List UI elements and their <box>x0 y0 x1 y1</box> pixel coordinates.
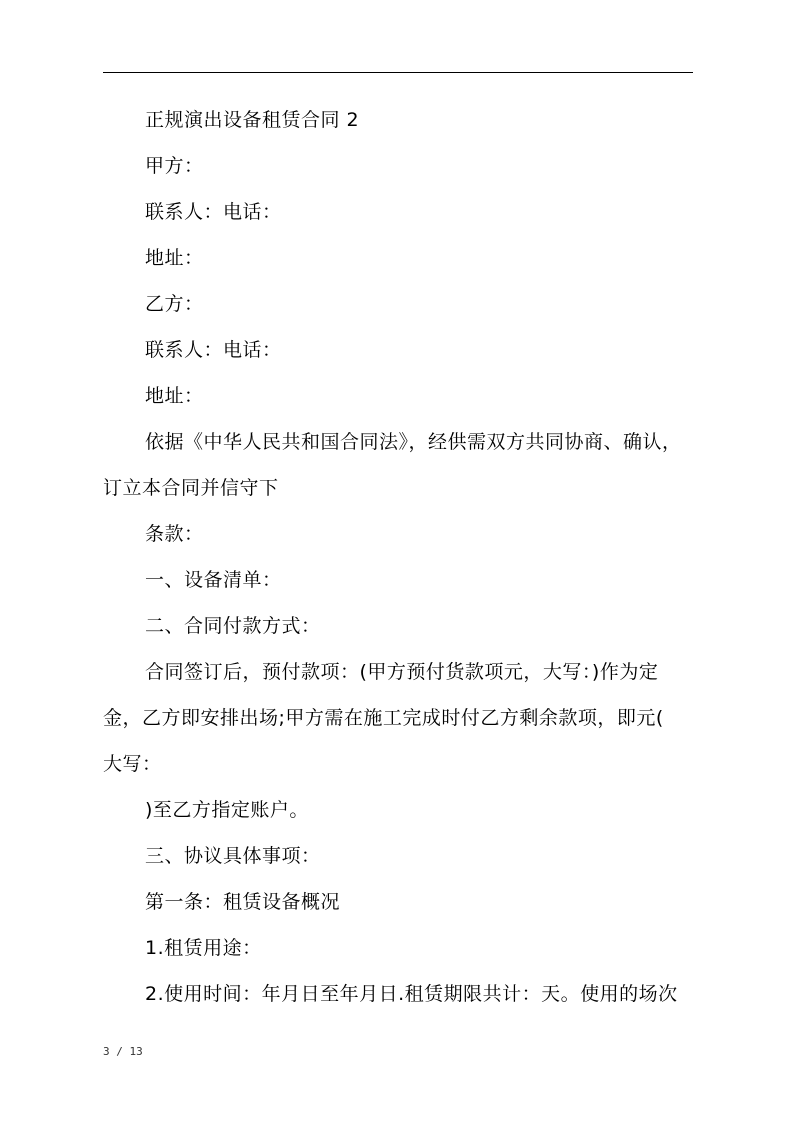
party-a-contact: 联系人：电话： <box>145 201 282 223</box>
rental-period: 2.使用时间：年月日至年月日.租赁期限共计：天。使用的场次 <box>145 983 678 1005</box>
payment-line-3: 大写： <box>103 753 162 775</box>
preamble-line-1: 依据《中华人民共和国合同法》，经供需双方共同协商、确认， <box>145 431 682 453</box>
article-1-heading: 第一条：租赁设备概况 <box>145 891 341 913</box>
party-b-label: 乙方： <box>145 293 204 315</box>
payment-line-1: 合同签订后，预付款项：(甲方预付货款项元，大写：)作为定 <box>145 661 659 683</box>
payment-line-2: 金，乙方即安排出场;甲方需在施工完成时付乙方剩余款项，即元( <box>103 707 664 729</box>
preamble-line-2: 订立本合同并信守下 <box>103 477 279 499</box>
section-1-heading: 一、设备清单： <box>145 569 282 591</box>
party-b-contact: 联系人：电话： <box>145 339 282 361</box>
section-3-heading: 三、协议具体事项： <box>145 845 321 867</box>
rental-purpose: 1.租赁用途： <box>145 937 262 959</box>
document-title: 正规演出设备租赁合同 2 <box>145 109 360 131</box>
clauses-heading: 条款： <box>145 523 204 545</box>
party-b-address: 地址： <box>145 385 204 407</box>
page-number: 3 / 13 <box>103 1045 143 1058</box>
section-2-heading: 二、合同付款方式： <box>145 615 321 637</box>
party-a-label: 甲方： <box>145 155 204 177</box>
header-rule <box>103 72 693 73</box>
party-a-address: 地址： <box>145 247 204 269</box>
payment-line-4: )至乙方指定账户。 <box>145 799 309 821</box>
